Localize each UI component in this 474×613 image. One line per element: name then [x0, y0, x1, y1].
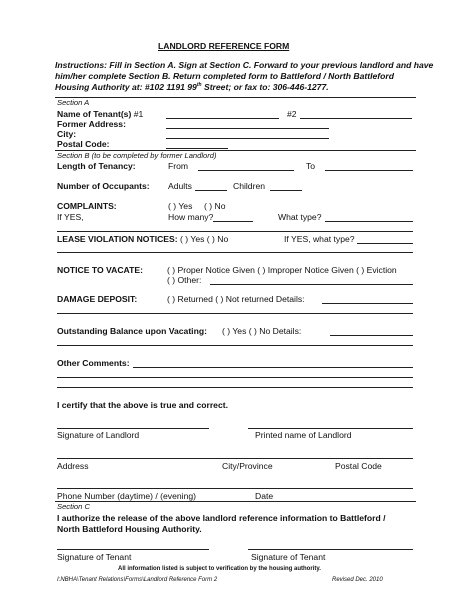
complaints-label: COMPLAINTS:: [57, 201, 117, 211]
lease-detail-field[interactable]: [57, 252, 413, 253]
file-path: I:NBHA\Tenant Relations\Forms\Landlord Reference Form 2: [57, 577, 218, 583]
lease-violation-options[interactable]: ( ) Yes ( ) No: [180, 234, 229, 244]
deposit-details-field[interactable]: [322, 303, 413, 304]
authorize-line-2: North Battleford Housing Authority.: [57, 524, 202, 534]
section-a-label: Section A: [57, 98, 90, 107]
printed-name-label: Printed name of Landlord: [255, 430, 352, 440]
instructions-line-1: Instructions: Fill in Section A. Sign at Section C. Forward to your previous landlord and have: [55, 60, 434, 70]
tenant-signature-1-field[interactable]: [57, 549, 209, 550]
how-many-label: How many?: [168, 212, 214, 222]
damage-deposit-label: DAMAGE DEPOSIT:: [57, 294, 138, 304]
notice-other-field[interactable]: [210, 284, 413, 285]
lease-if-yes-label: If YES, what type?: [284, 234, 355, 244]
what-type-field[interactable]: [325, 221, 413, 222]
signature-of-tenant-1-label: Signature of Tenant: [57, 552, 132, 562]
complaints-yes-option[interactable]: ( ) Yes: [168, 201, 193, 211]
address-label: Address: [57, 461, 89, 471]
balance-details-field[interactable]: [330, 335, 413, 336]
certify-statement: I certify that the above is true and correct.: [57, 400, 228, 410]
city-field[interactable]: [166, 138, 329, 139]
city-label: City:: [57, 129, 77, 139]
instructions-line-2: him/her complete Section B. Return completed form to Battleford / North Battleford: [55, 71, 394, 81]
landlord-address-field[interactable]: [57, 458, 413, 459]
signature-of-tenant-2-label: Signature of Tenant: [251, 552, 326, 562]
signature-of-landlord-label: Signature of Landlord: [57, 430, 140, 440]
other-comments-label: Other Comments:: [57, 358, 130, 368]
comments-field-2[interactable]: [57, 377, 413, 378]
section-c-top-rule: [55, 501, 416, 502]
to-label: To: [306, 161, 316, 171]
complaints-no-option[interactable]: ( ) No: [204, 201, 226, 211]
landlord-signature-field[interactable]: [57, 428, 209, 429]
tenant-names-row: Name of Tenant(s) #1: [57, 109, 144, 119]
notice-other-option[interactable]: ( ) Other:: [167, 275, 202, 285]
adults-label: Adults: [168, 181, 192, 191]
tenant-2-marker: #2: [287, 109, 297, 119]
section-c-label: Section C: [57, 502, 90, 511]
children-field[interactable]: [270, 190, 302, 191]
former-address-label: Former Address:: [57, 119, 126, 129]
phone-number-label: Phone Number (daytime) / (evening): [57, 491, 196, 501]
balance-options[interactable]: ( ) Yes ( ) No Details:: [222, 326, 302, 336]
deposit-options[interactable]: ( ) Returned ( ) Not returned Details:: [167, 294, 305, 304]
notice-to-vacate-label: NOTICE TO VACATE:: [57, 265, 143, 275]
date-label: Date: [255, 491, 274, 501]
landlord-postal-label: Postal Code: [335, 461, 382, 471]
tenancy-from-field[interactable]: [198, 170, 294, 171]
postal-code-field[interactable]: [166, 148, 228, 149]
postal-code-label: Postal Code:: [57, 139, 110, 149]
complaints-detail-field[interactable]: [57, 231, 413, 232]
children-label: Children: [233, 181, 266, 191]
form-title: LANDLORD REFERENCE FORM: [158, 41, 290, 51]
verification-notice: All information listed is subject to verification by the housing authority.: [118, 566, 321, 572]
outstanding-balance-label: Outstanding Balance upon Vacating:: [57, 326, 207, 336]
tenancy-to-field[interactable]: [325, 170, 413, 171]
authorize-line-1: I authorize the release of the above landlord reference information to Battleford /: [57, 513, 386, 523]
former-address-field[interactable]: [166, 128, 329, 129]
comments-field-1[interactable]: [133, 367, 413, 368]
how-many-field[interactable]: [213, 221, 253, 222]
revised-date: Revised Dec. 2010: [332, 577, 383, 583]
balance-detail-line[interactable]: [57, 345, 413, 346]
landlord-printed-name-field[interactable]: [248, 428, 413, 429]
adults-field[interactable]: [195, 190, 227, 191]
section-a-top-rule: [55, 97, 416, 98]
tenant-2-field[interactable]: [300, 118, 412, 119]
what-type-label: What type?: [278, 212, 322, 222]
notice-options[interactable]: ( ) Proper Notice Given ( ) Improper Notice Given ( ) Eviction: [167, 265, 397, 275]
number-of-occupants-label: Number of Occupants:: [57, 181, 150, 191]
instructions-line-3: Housing Authority at: #102 1191 99th Street; or fax to: 306-446-1277.: [55, 82, 329, 92]
tenant-signature-2-field[interactable]: [248, 549, 413, 550]
from-label: From: [168, 161, 189, 171]
city-province-label: City/Province: [222, 461, 273, 471]
section-b-label: Section B (to be completed by former Landlord): [57, 151, 217, 160]
tenant-1-field[interactable]: [166, 118, 279, 119]
comments-field-3[interactable]: [57, 387, 413, 388]
complaints-if-yes-label: If YES,: [57, 212, 84, 222]
length-of-tenancy-label: Length of Tenancy:: [57, 161, 136, 171]
lease-type-field[interactable]: [357, 243, 413, 244]
phone-date-field[interactable]: [57, 488, 413, 489]
deposit-detail-line[interactable]: [57, 313, 413, 314]
lease-violation-row: LEASE VIOLATION NOTICES: ( ) Yes ( ) No: [57, 234, 229, 244]
